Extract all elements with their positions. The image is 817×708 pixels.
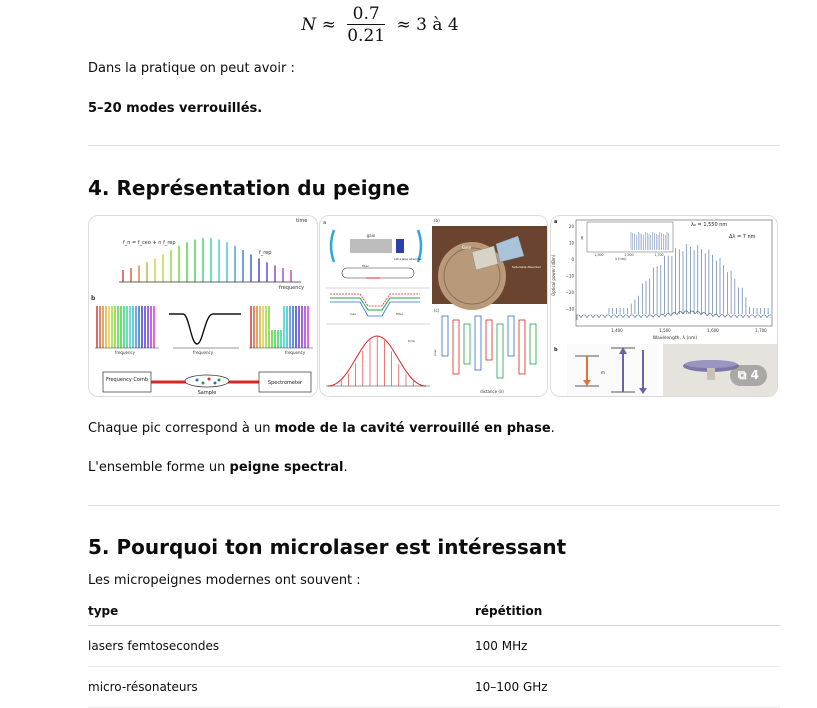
microresonator-photo-and-energy-figure bbox=[432, 216, 547, 396]
table-header-row bbox=[88, 597, 780, 626]
saturable-absorber-label: Saturable Absorber bbox=[512, 265, 542, 269]
energy-label: ener bbox=[433, 349, 437, 356]
energy-level bbox=[486, 320, 492, 360]
energy-level bbox=[497, 324, 503, 378]
frequency-label: frequency bbox=[285, 350, 306, 355]
text-bold: peigne spectral bbox=[229, 460, 344, 475]
column-header-repetition: répétition bbox=[475, 597, 780, 626]
table-cell-type: lasers femtosecondes bbox=[88, 626, 475, 667]
y-tick-label: −10 bbox=[565, 273, 574, 279]
text-bold: mode de la cavité verrouillé en phase bbox=[274, 421, 551, 436]
frequency-comb-label: Frequency Comb bbox=[105, 377, 149, 383]
inset-x-tick-label: 1,300 bbox=[594, 253, 604, 257]
gallery-image-2b[interactable] bbox=[432, 215, 548, 397]
energy-level bbox=[453, 320, 459, 374]
mirror-left bbox=[331, 230, 334, 262]
y-axis-label: Optical power (dBm) bbox=[551, 254, 556, 296]
panel-a-label: a bbox=[554, 219, 558, 225]
mode-locking-cavity-figure bbox=[320, 216, 434, 396]
sample-cell bbox=[185, 375, 229, 387]
text-run: L'ensemble forme un bbox=[88, 460, 230, 475]
panel-a-label: a bbox=[323, 220, 327, 226]
saturable-absorber bbox=[396, 239, 404, 253]
y-tick-label: −20 bbox=[565, 290, 574, 295]
inset-y-label: dB bbox=[580, 236, 584, 240]
spacing-label: Δλ = 7 nm bbox=[729, 234, 756, 240]
gallery-image-3[interactable] bbox=[550, 215, 778, 397]
panel-c-label: (c) bbox=[434, 308, 440, 313]
y-tick-labels bbox=[566, 224, 575, 312]
x-tick-label: 1,400 bbox=[611, 328, 623, 333]
y-tick-label: −30 bbox=[565, 306, 574, 312]
time-label: time bbox=[296, 218, 308, 224]
sample-label: Sample bbox=[197, 390, 217, 396]
repetition-rate-table bbox=[88, 597, 780, 708]
more-images-badge[interactable] bbox=[730, 365, 767, 386]
gain-medium bbox=[350, 239, 392, 253]
formula-numerator: 0.7 bbox=[347, 4, 385, 25]
gallery-image-1[interactable] bbox=[88, 215, 318, 397]
inset-x-tick-label: 1,700 bbox=[654, 253, 664, 257]
divider bbox=[88, 505, 780, 506]
fiber-label: fiber bbox=[362, 264, 369, 268]
section-4-paragraph-1 bbox=[88, 420, 555, 438]
table-row bbox=[88, 626, 780, 667]
table-cell-type: micro-résonateurs bbox=[88, 667, 475, 708]
panel-b-label: b bbox=[91, 295, 96, 302]
images-icon: ⧉ bbox=[737, 368, 747, 382]
m-label: m bbox=[601, 370, 605, 375]
energy-diagram bbox=[442, 316, 536, 378]
time-axis-label: time bbox=[408, 339, 415, 343]
text-run: . bbox=[343, 460, 348, 475]
section-4-heading: 4. Représentation du peigne bbox=[88, 176, 410, 200]
divider bbox=[88, 145, 780, 146]
formula-lhs: N bbox=[301, 15, 317, 35]
y-tick-label: 0 bbox=[571, 257, 574, 262]
frequency-comb-figure bbox=[89, 216, 317, 396]
x-axis-label: Wavelength, λ (nm) bbox=[652, 336, 698, 341]
text-run: . bbox=[550, 421, 555, 436]
inset-x-tick-label: 1,500 bbox=[624, 253, 634, 257]
image-gallery bbox=[88, 215, 778, 397]
formula-fraction bbox=[347, 4, 385, 47]
energy-level bbox=[442, 316, 448, 356]
energy-level bbox=[508, 316, 514, 356]
x-tick-label: 1,600 bbox=[707, 328, 719, 333]
formula-approx-2: ≈ bbox=[396, 15, 411, 35]
gallery-image-2a[interactable] bbox=[319, 215, 435, 397]
formula-approx-1: ≈ bbox=[321, 15, 336, 35]
distance-label: distance (λ) bbox=[480, 389, 504, 394]
frequency-label: frequency bbox=[115, 350, 136, 355]
comb-lines-panel-b bbox=[97, 306, 308, 348]
x-tick-labels bbox=[611, 328, 767, 333]
filter-label: filter bbox=[396, 312, 403, 316]
pulse-modes bbox=[334, 336, 420, 386]
energy-level bbox=[464, 324, 470, 364]
gain-label: Gain bbox=[462, 245, 472, 250]
column-header-type: type bbox=[88, 597, 475, 626]
y-tick-label: 10 bbox=[568, 240, 574, 246]
table-cell-repetition: 10–100 GHz bbox=[475, 667, 780, 708]
inset-x-tick-labels bbox=[594, 253, 663, 257]
panel-b-label: b bbox=[554, 347, 558, 353]
modes-paragraph: 5–20 modes verrouillés. bbox=[88, 101, 263, 116]
energy-level bbox=[475, 316, 481, 370]
energy-level bbox=[519, 320, 525, 374]
section-4-paragraph-2 bbox=[88, 459, 348, 477]
comb-formula-label: f_n = f_ceo + n f_rep bbox=[123, 240, 176, 246]
energy-level bbox=[530, 324, 536, 364]
inset-frame bbox=[587, 222, 673, 252]
frep-label: f_rep bbox=[259, 250, 272, 256]
x-tick-label: 1,700 bbox=[755, 328, 767, 333]
intro-paragraph: Dans la pratique on peut avoir : bbox=[88, 61, 295, 76]
more-images-count: 4 bbox=[750, 368, 759, 382]
saturable-absorber-label: saturable absorber bbox=[394, 257, 423, 261]
gain-label: gain bbox=[366, 233, 376, 238]
absorption-curve bbox=[169, 314, 241, 344]
inset-x-label: λ (nm) bbox=[615, 257, 627, 261]
frequency-label: frequency bbox=[193, 350, 214, 355]
table-row bbox=[88, 667, 780, 708]
section-5-heading: 5. Pourquoi ton microlaser est intéressant bbox=[88, 535, 567, 559]
y-tick-label: 20 bbox=[568, 224, 574, 229]
table-cell-repetition: 100 MHz bbox=[475, 626, 780, 667]
fiber-loop bbox=[342, 268, 414, 278]
spectrometer-label: Spectrometer bbox=[267, 380, 303, 386]
center-wavelength-label: λ₀ = 1,550 nm bbox=[691, 222, 728, 228]
frequency-label: frequency bbox=[279, 285, 305, 291]
loss-label: loss bbox=[350, 312, 356, 316]
section-5-intro: Les micropeignes modernes ont souvent : bbox=[88, 573, 361, 588]
text-run: Chaque pic correspond à un bbox=[88, 421, 275, 436]
formula-rhs: 3 à 4 bbox=[416, 15, 459, 35]
x-tick-label: 1,500 bbox=[659, 328, 671, 333]
panel-b-label: (b) bbox=[434, 218, 440, 223]
formula-denominator: 0.21 bbox=[347, 26, 386, 46]
formula-n-estimate bbox=[0, 4, 760, 47]
